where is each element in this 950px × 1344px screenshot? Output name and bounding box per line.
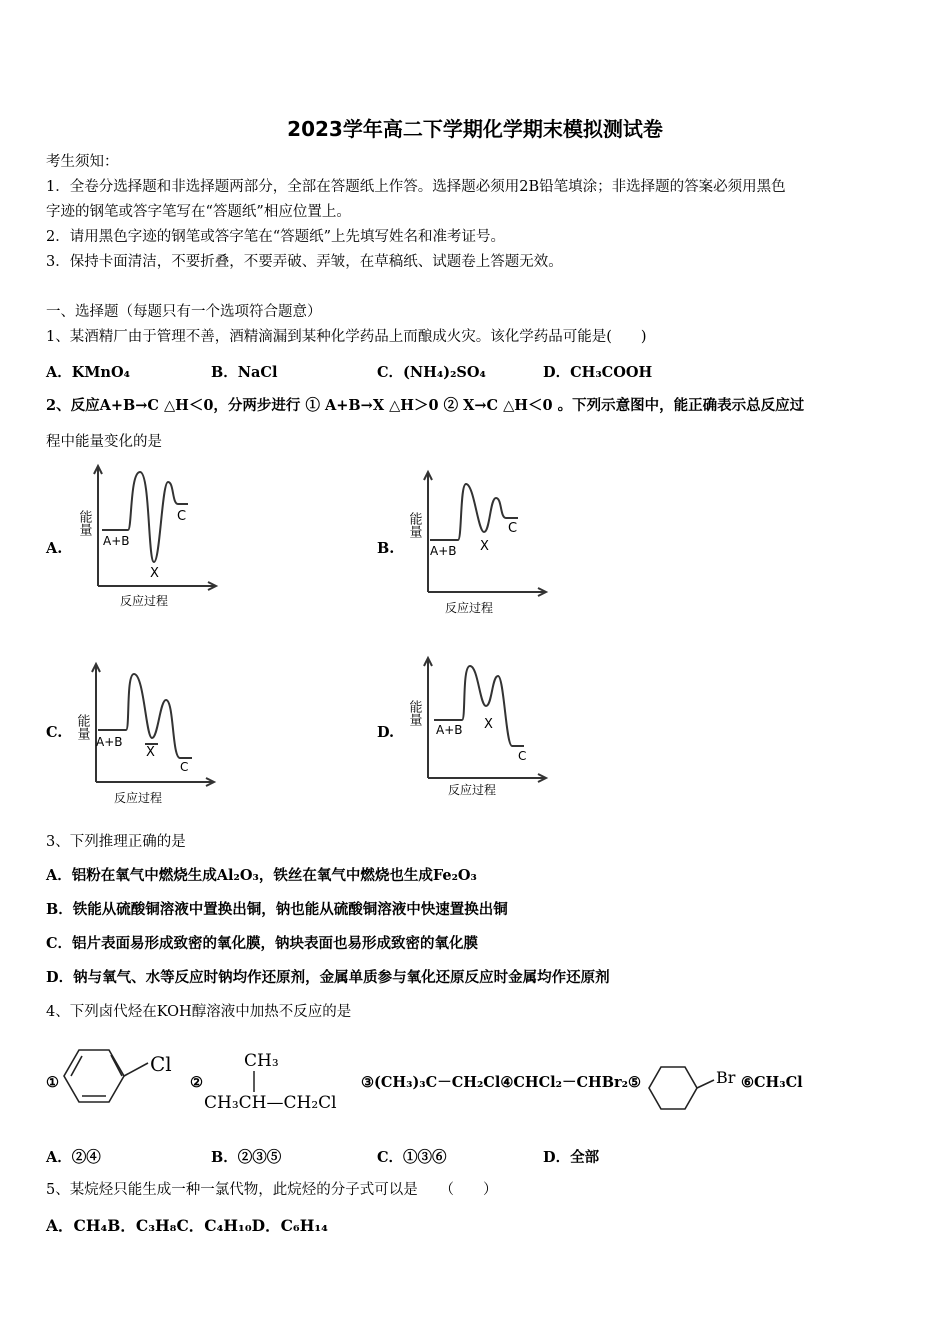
energy-diagram-b [400,468,560,618]
q3-stem: 3、下列推理正确的是 [46,834,186,850]
q1-option-d: D．CH₃COOH [543,364,653,381]
graph-c-y-label: 能量 [74,714,90,740]
page-title: 2023学年高二下学期化学期末模拟测试卷 [287,117,663,141]
q4-compound-6: ⑥CH₃Cl [741,1074,803,1091]
q5-options: A．CH₄B．C₃H₈C．C₄H₁₀D．C₆H₁₄ [46,1216,328,1235]
chloroalkane-structure [204,1046,364,1116]
graph-d-y-label: 能量 [406,700,422,726]
graph-b-intermediate: X [480,539,489,554]
graph-d-product: C [518,749,527,763]
graph-c-x-label: 反应过程 [114,791,163,805]
graph-b-reactants: A+B [430,544,457,558]
bromocyclohexane-br: Br [716,1068,736,1087]
chloroalkane-top-branch: CH₃ [244,1051,279,1071]
energy-diagram-a [70,462,230,612]
graph-b-product: C [508,521,518,536]
graph-c-reactants: A+B [96,735,123,749]
q3-option-b: B．铁能从硫酸铜溶液中置换出铜，钠也能从硫酸铜溶液中快速置换出铜 [46,901,508,918]
graph-a-y-label: 能量 [76,510,92,536]
notice-line-1: 1．全卷分选择题和非选择题两部分，全部在答题纸上作答。选择题必须用2B铅笔填涂；非选择题的答案必须用黑色 [46,179,786,195]
q1-option-a: A．KMnO₄ [46,364,130,381]
bromocyclohexane-structure [648,1058,744,1118]
energy-diagram-c [68,660,228,810]
chloroalkane-main-chain: CH₃CH—CH₂Cl [204,1093,337,1113]
q4-stem: 4、下列卤代烃在KOH醇溶液中加热不反应的是 [46,1004,352,1020]
q4-compounds-3-4-5: ③(CH₃)₃C－CH₂Cl④CHCl₂－CHBr₂⑤ [361,1074,641,1091]
q4-option-b: B．②③⑤ [211,1149,282,1166]
q2-stem-line-2: 程中能量变化的是 [46,434,162,450]
notice-line-2: 字迹的钢笔或答字笔写在“答题纸”相应位置上。 [46,204,351,220]
q2-label-c: C. [46,724,63,741]
q4-option-c: C．①③⑥ [377,1149,447,1166]
graph-a-x-label: 反应过程 [120,594,169,608]
q4-option-a: A．②④ [46,1149,101,1166]
section-heading: 一、选择题（每题只有一个选项符合题意） [46,304,322,320]
q5-stem: 5、某烷烃只能生成一种一氯代物，此烷烃的分子式可以是 （ ） [46,1182,498,1198]
q3-option-a: A．铝粉在氧气中燃烧生成Al₂O₃，铁丝在氧气中燃烧也生成Fe₂O₃ [46,867,477,884]
notice-line-4: 3．保持卡面清洁，不要折叠，不要弄破、弄皱，在草稿纸、试题卷上答题无效。 [46,254,563,270]
q4-compound-2-number: ② [190,1074,203,1091]
q2-label-a: A. [46,540,63,557]
graph-d-x-label: 反应过程 [448,783,497,797]
q1-option-c: C．(NH₄)₂SO₄ [377,364,486,381]
graph-a-reactants: A+B [103,534,130,548]
q3-option-d: D．钠与氧气、水等反应时钠均作还原剂，金属单质参与氧化还原反应时金属均作还原剂 [46,969,610,986]
graph-a-intermediate: X [150,566,159,581]
q1-stem: 1、某酒精厂由于管理不善，酒精滴漏到某种化学药品上而酿成火灾。该化学药品可能是( ) [46,329,647,345]
q2-stem-line-1: 2、反应A+B→C △H＜0，分两步进行 ① A+B→X △H＞0 ② X→C △H＜0 。下列示意图中，能正确表示总反应过 [46,397,805,414]
energy-diagram-d [400,654,560,804]
graph-d-intermediate: X [484,717,493,732]
chlorobenzene-structure [62,1033,184,1119]
graph-a-product: C [177,509,187,524]
graph-d-reactants: A+B [436,723,463,737]
graph-c-product: C [180,760,189,774]
q1-option-b: B．NaCl [211,364,278,381]
q3-option-c: C．铝片表面易形成致密的氧化膜，钠块表面也易形成致密的氧化膜 [46,935,479,952]
q2-label-b: B. [377,540,395,557]
chlorobenzene-cl: Cl [150,1052,172,1076]
graph-c-intermediate: X [146,745,155,760]
graph-b-y-label: 能量 [406,512,422,538]
q4-compound-1-number: ① [46,1074,59,1091]
q4-option-d: D．全部 [543,1149,600,1166]
q2-label-d: D. [377,724,395,741]
notice-heading: 考生须知： [46,154,119,170]
notice-line-3: 2．请用黑色字迹的钢笔或答字笔在“答题纸”上先填写姓名和准考证号。 [46,229,506,245]
graph-b-x-label: 反应过程 [445,601,494,615]
